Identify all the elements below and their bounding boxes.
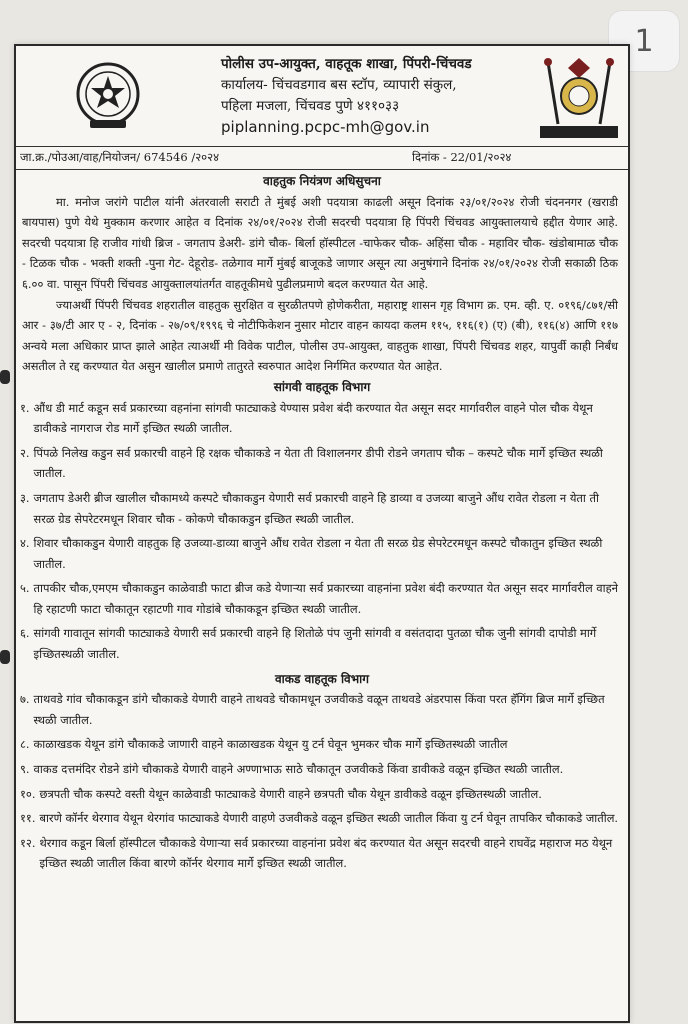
- notice-title: वाहतुक नियंत्रण अधिसुचना: [263, 174, 381, 188]
- item-number: ७.: [20, 692, 30, 707]
- item-text: काळाखडक येथून डांगे चौकाकडे जाणारी वाहने काळाखडक येथून यु टर्न घेवून भुमकर चौक मार्गे इच्छितस्थळी जातील: [33, 737, 508, 752]
- section-title: सांगवी वाहतूक विभाग: [273, 379, 371, 394]
- item-number: ११.: [20, 811, 36, 826]
- item-text: बारणे कॉर्नर थेरगाव येथून थेरगांव फाट्याकडे येणारी वाहणे उजवीकडे वळून इच्छित स्थळी जातील किंवा यु टर्न घेवून तापकिर चौकाकडे जातील.: [39, 811, 619, 826]
- binder-hole-mark: [0, 370, 10, 384]
- list-item: [16, 808, 628, 829]
- item-number: १२.: [20, 835, 36, 850]
- notice-body: [16, 171, 628, 878]
- list-item: [16, 734, 628, 755]
- page-number-badge: 1: [608, 10, 680, 72]
- item-text: ताथवडे गांव चौकाकडून डांगे चौकाकडे येणारी वाहने ताथवडे चौकामधून उजवीकडे वळून ताथवडे अंडरपास किंवा परत हॅगिंग ब्रिज मार्गे इच्छित स्थळी जातील.: [33, 692, 605, 727]
- list-item: [16, 784, 628, 805]
- item-number: १०.: [20, 786, 36, 801]
- section-title: वाकड वाहतूक विभाग: [274, 671, 370, 686]
- list-item: [16, 759, 628, 780]
- item-text: जगताप डेअरी ब्रीज खालील चौकामध्ये कस्पटे चौकाकडुन येणारी सर्व प्रकारची वाहने हि डाव्या व उजव्या बाजुने औंध रावेत रोडला न येता ती सरळ ग्रेड सेपरेटरमधून शिवार चौक - कोकणे चौकाकडुन इच्छित स्थळी जातील.: [33, 490, 599, 526]
- office-address-line: पहिला मजला, चिंचवड पुणे ४११०३३: [221, 98, 400, 114]
- paragraph: ज्याअर्थी पिंपरी चिंचवड शहरातील वाहतुक सुरक्षित व सुरळीतपणे होणेकरीता, महाराष्ट्र शासन गृह विभाग क्र. एम. व्ही. ए. ०१९६/८७१/सी आर - ३७/टी आर ए - २, दिनांक - २७/०९/१९९६ चे नोटीफिकेशन नुसार मोटार वाहन कायदा कलम ११५, ११६(१) (ए) (बी), ११६(४) आणि ११७ अन्वये मला अधिकार प्राप्त झाले आहेत त्याअर्थी मी विवेक पाटील, पोलीस उप-आयुक्त, वाहतुक शाखा, पिंपरी चिंचवड शहर, यापुर्वी काही निर्बंध असतील ते रद्द करण्यात येत असुन खालील प्रमाणे तातुरते स्वरुपात आदेश निर्गमित करण्यात येत आहेत.: [22, 297, 618, 374]
- item-text: औंध डी मार्ट कडून सर्व प्रकारच्या वहनांना सांगवी फाट्याकडे येण्यास प्रवेश बंदी करण्यात येत असून सदर मार्गावरील वाहने पोल चौक येथून डावीकडे नागराज रोड मार्गे इच्छित स्थळी जातील.: [33, 400, 593, 436]
- office-email: piplanning.pcpc-mh@gov.in: [221, 118, 430, 136]
- item-text: पिंपळे निलेख कडुन सर्व प्रकारची वाहने हि रक्षक चौकाकडे न येता ती विशालनगर डीपी रोडने जगताप चौक – कस्पटे चौक मार्गे इच्छित स्थळी जातील.: [33, 445, 603, 481]
- office-address-line: कार्यालय- चिंचवडगाव बस स्टॉप, व्यापारी संकुल,: [221, 77, 457, 93]
- reference-number: जा.क्र./पोउआ/वाह/नियोजन/ 674546 /२०२४: [20, 150, 220, 164]
- paragraph: मा. मनोज जरांगे पाटील यांनी अंतरवाली सराटी ते मुंबई अशी पदयात्रा काढली असून दिनांक २३/०१/२०२४ रोजी चंदननगर (खराडी बायपास) पुणे येथे मुक्काम करणार आहेत व दिनांक २४/०१/२०२४ रोजी सदरची पदयात्रा हि पिंपरी चिंचवड आयुक्तालयाचे हद्दीत येणार आहे. सदरची पदयात्रा हि राजीव गांधी ब्रिज - जगताप डेअरी- डांगे चौक- बिर्ला हॉस्पीटल -चाफेकर चौक- अहिंसा चौक - महाविर चौक- खंडोबामाळ चौक - टिळक चौक - भक्ती शक्ती -पुना गेट- देहूरोड- तळेगाव मार्गे मुंबई बाजूकडे जाणार असून त्या अनुषंगाने दिनांक २४/०१/२०२४ रोजी सकाळी ठिक ६.०० वा. पासून पिंपरी चिंचवड आयुक्तालयांतर्गत वाहतूकीमधे पुढीलप्रमाणे बदल करण्यात येत आहे.: [22, 194, 618, 291]
- list-item: [16, 488, 628, 529]
- list-item: [16, 623, 628, 664]
- reference-row: [16, 147, 628, 170]
- item-number: ५.: [20, 581, 30, 596]
- list-item: [16, 443, 628, 484]
- notice-document: [14, 44, 630, 1023]
- item-text: सांगवी गावातून सांगवी फाट्याकडे येणारी सर्व प्रकारची वाहने हि शितोळे पंप जुनी सांगवी व वसंतदादा पुतळा चौक जुनी सांगवी दापोडी मार्गे इच्छितस्थळी जातील.: [33, 626, 597, 662]
- list-item: [16, 833, 628, 874]
- item-text: वाकड दत्तमंदिर रोडने डांगे चौकाकडे येणारी वाहने अण्णाभाऊ साठे चौकातून उजवीकडे किंवा डावीकडे वळून इच्छित स्थळी जातील.: [33, 762, 564, 777]
- item-text: छत्रपती चौक कस्पटे वस्ती येथून काळेवाडी फाट्याकडे येणारी वाहने छत्रपती चौक येथून डावीकडे वळून इच्छितस्थळी जातील.: [39, 786, 542, 801]
- item-text: शिवार चौकाकडुन येणारी वाहतुक हि उजव्या-डाव्या बाजुने औंध रावेत रोडला न येता ती सरळ ग्रेड सेपरेटरमधून कस्पटे चौकातुन इच्छित स्थळी जातील.: [33, 536, 603, 571]
- binder-hole-mark: [0, 650, 10, 664]
- item-number: ४.: [20, 536, 30, 551]
- letterhead: [16, 46, 628, 147]
- item-number: ९.: [20, 762, 30, 777]
- item-number: २.: [20, 445, 30, 460]
- list-item: [16, 533, 628, 574]
- item-text: तापकीर चौक,एमएम चौकाकडुन काळेवाडी फाटा ब्रीज कडे येणाऱ्या सर्व प्रकारच्या वाहनांना प्रवेश बंदी करण्यात येत असून सदर मार्गावरील वाहने हि रहाटणी फाटा चौकातून रहाटणी गाव गोडांबे चौकाकडून इच्छित स्थळी जातील.: [33, 581, 618, 616]
- letterhead-text: [221, 54, 551, 136]
- office-title: पोलीस उप-आयुक्त, वाहतूक शाखा, पिंपरी-चिंचवड: [221, 56, 472, 72]
- list-item: [16, 578, 628, 619]
- list-item: [16, 689, 628, 730]
- list-item: [16, 398, 628, 439]
- reference-date: दिनांक - 22/01/२०२४: [412, 150, 512, 164]
- item-text: थेरगाव कडून बिर्ला हॉस्पीटल चौकाकडे येणाऱ्या सर्व प्रकारच्या वाहनांना प्रवेश बंद करण्यात येत असून सदरची वाहने राघवेंद्र महाराज मठ येथून इच्छित स्थळी जातील किंवा बारणे कॉर्नर थेरगाव मार्गे इच्छित स्थळी जातील.: [39, 835, 613, 871]
- item-number: १.: [20, 400, 30, 415]
- item-number: ८.: [20, 737, 30, 752]
- police-emblem-icon: [70, 58, 146, 134]
- item-number: ६.: [20, 626, 30, 641]
- commissionerate-crest-icon: [538, 52, 620, 140]
- item-number: ३.: [20, 490, 30, 505]
